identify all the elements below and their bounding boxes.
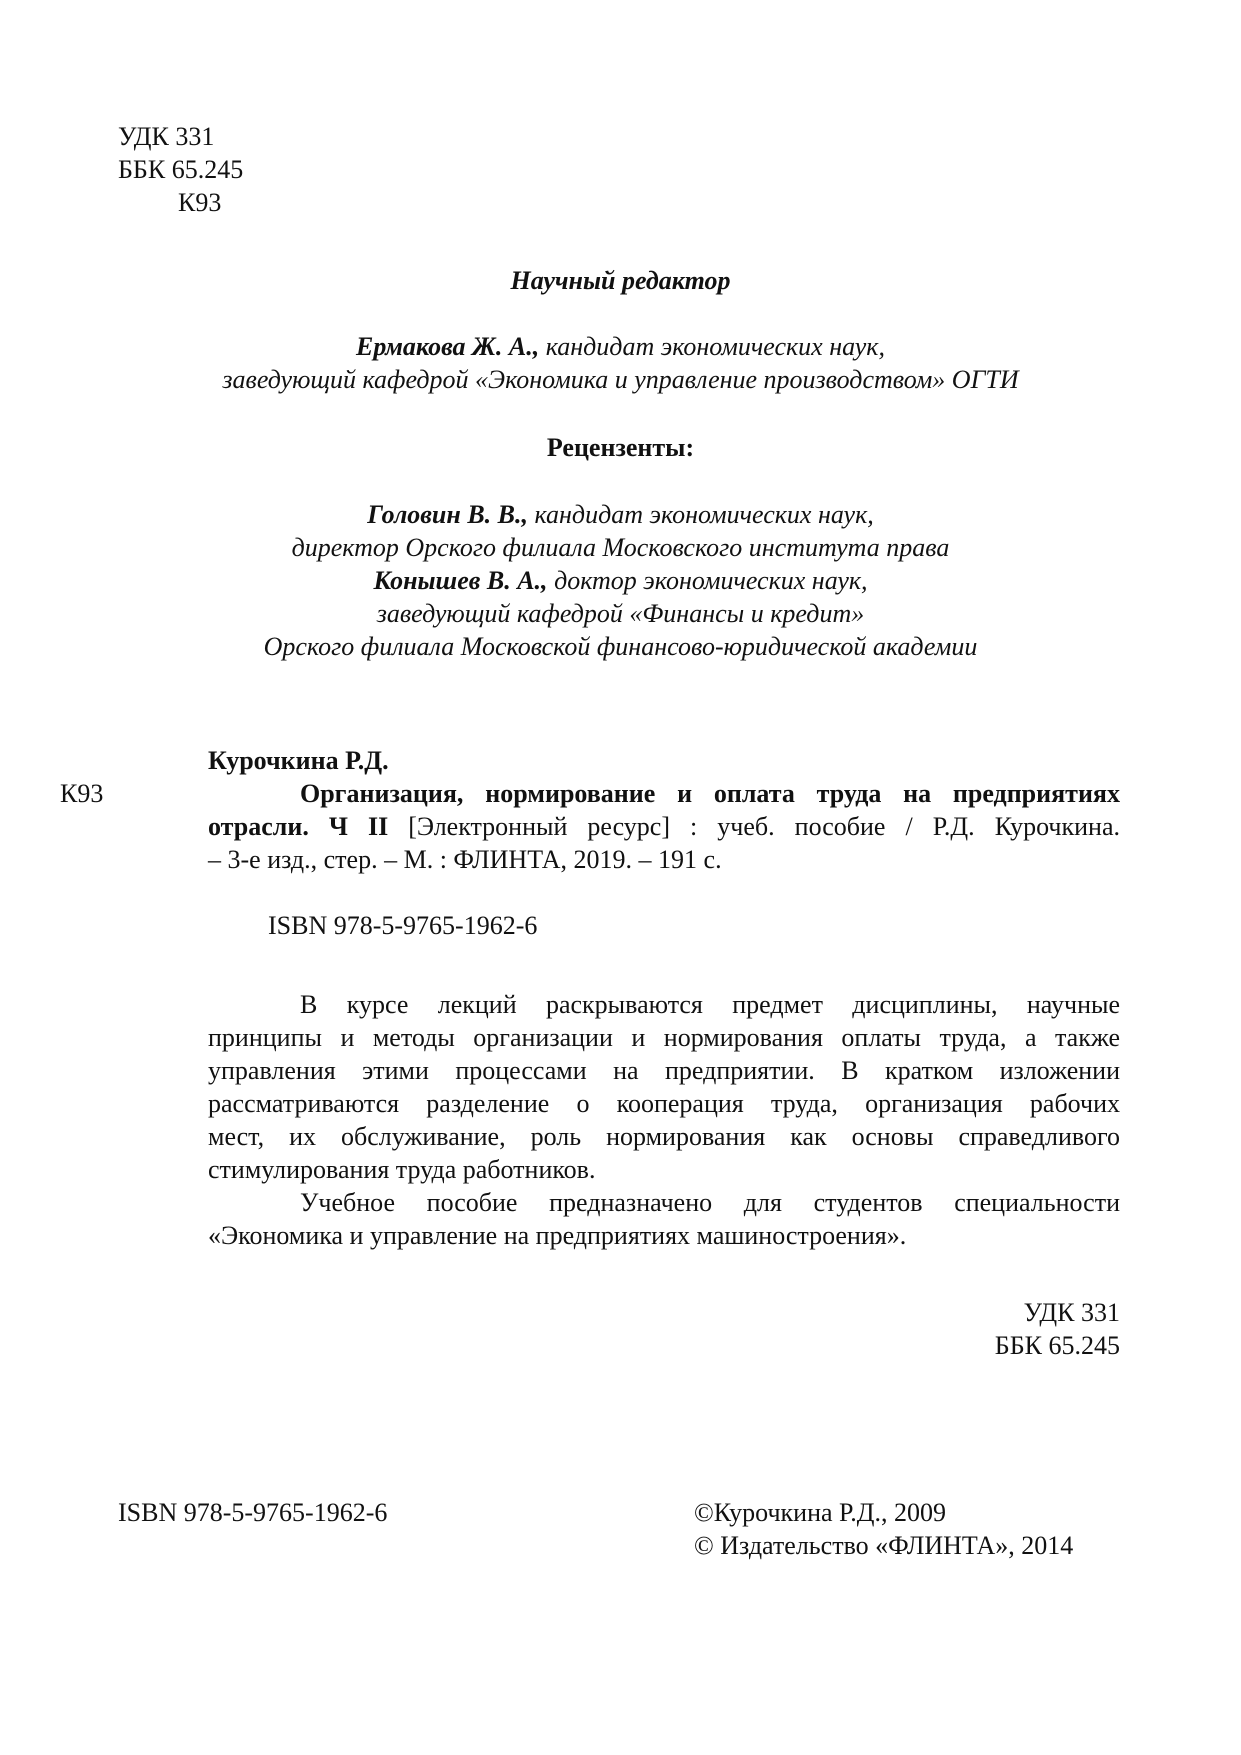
- book-title-part: отрасли. Ч II: [208, 812, 389, 841]
- reviewers-block: [0, 498, 1241, 663]
- book-title-line-2: [208, 810, 1120, 843]
- isbn-record: ISBN 978-5-9765-1962-6: [268, 911, 538, 940]
- library-code: К93: [60, 779, 104, 808]
- reviewer1-line-1: [0, 498, 1241, 531]
- copyright-author: ©Курочкина Р.Д., 2009: [694, 1498, 946, 1527]
- bbk-code: ББК 65.245: [118, 155, 244, 184]
- editor-line-2: заведующий кафедрой «Экономика и управление производством» ОГТИ: [222, 365, 1019, 394]
- udk-code-bottom: УДК 331: [1023, 1298, 1120, 1327]
- annotation-line: мест, их обслуживание, роль нормирования как основы справедливого: [208, 1122, 1120, 1151]
- copyright-publisher: © Издательство «ФЛИНТА», 2014: [694, 1531, 1074, 1560]
- reviewer2-degree: доктор экономических наук,: [547, 566, 868, 595]
- editor-name: Ермакова Ж. А.,: [356, 332, 540, 361]
- annotation: [208, 988, 1120, 1252]
- scientific-editor-block: [0, 330, 1241, 396]
- copyright-block: [694, 1496, 1073, 1562]
- udk-code: УДК 331: [118, 122, 215, 151]
- reviewer2-line-2: заведующий кафедрой «Финансы и кредит»: [376, 599, 865, 628]
- annotation-line: принципы и методы организации и нормирования оплаты труда, а также: [208, 1023, 1120, 1052]
- reviewers-heading: Рецензенты:: [546, 433, 695, 462]
- annotation-line: управления этими процессами на предприятии. В кратком изложении: [208, 1056, 1120, 1085]
- reviewer1-degree: кандидат экономических наук,: [528, 500, 874, 529]
- annotation-line: рассматриваются разделение о кооперация труда, организация рабочих: [208, 1089, 1120, 1118]
- editor-line-1: [0, 330, 1241, 363]
- annotation-line: «Экономика и управление на предприятиях машиностроения».: [208, 1221, 907, 1250]
- bibliographic-description: [208, 777, 1120, 876]
- bbk-code-bottom: ББК 65.245: [994, 1331, 1120, 1360]
- annotation-line: Учебное пособие предназначено для студентов специальности: [300, 1188, 1120, 1217]
- author-code: К93: [178, 188, 222, 217]
- annotation-line: В курсе лекций раскрываются предмет дисциплины, научные: [300, 990, 1120, 1019]
- footer-isbn: ISBN 978-5-9765-1962-6: [118, 1498, 388, 1527]
- reviewer1-line-2: директор Орского филиала Московского института права: [291, 533, 950, 562]
- book-edition-info: – 3-е изд., стер. – М. : ФЛИНТА, 2019. – 191 с.: [208, 845, 722, 874]
- reviewer2-name: Конышев В. А.,: [373, 566, 548, 595]
- book-title-line-1: Организация, нормирование и оплата труда на предприятиях: [300, 779, 1120, 808]
- book-author: Курочкина Р.Д.: [208, 746, 389, 775]
- editor-degree: кандидат экономических наук,: [539, 332, 885, 361]
- reviewer1-name: Головин В. В.,: [367, 500, 528, 529]
- book-resource-info: [Электронный ресурс] : учеб. пособие / Р.Д. Курочкина.: [388, 812, 1120, 841]
- reviewer2-line-3: Орского филиала Московской финансово-юридической академии: [263, 632, 978, 661]
- classification-top: [118, 120, 243, 219]
- reviewer2-line-1: [0, 564, 1241, 597]
- scientific-editor-heading: Научный редактор: [510, 266, 731, 295]
- classification-bottom: [900, 1296, 1120, 1362]
- annotation-line: стимулирования труда работников.: [208, 1155, 596, 1184]
